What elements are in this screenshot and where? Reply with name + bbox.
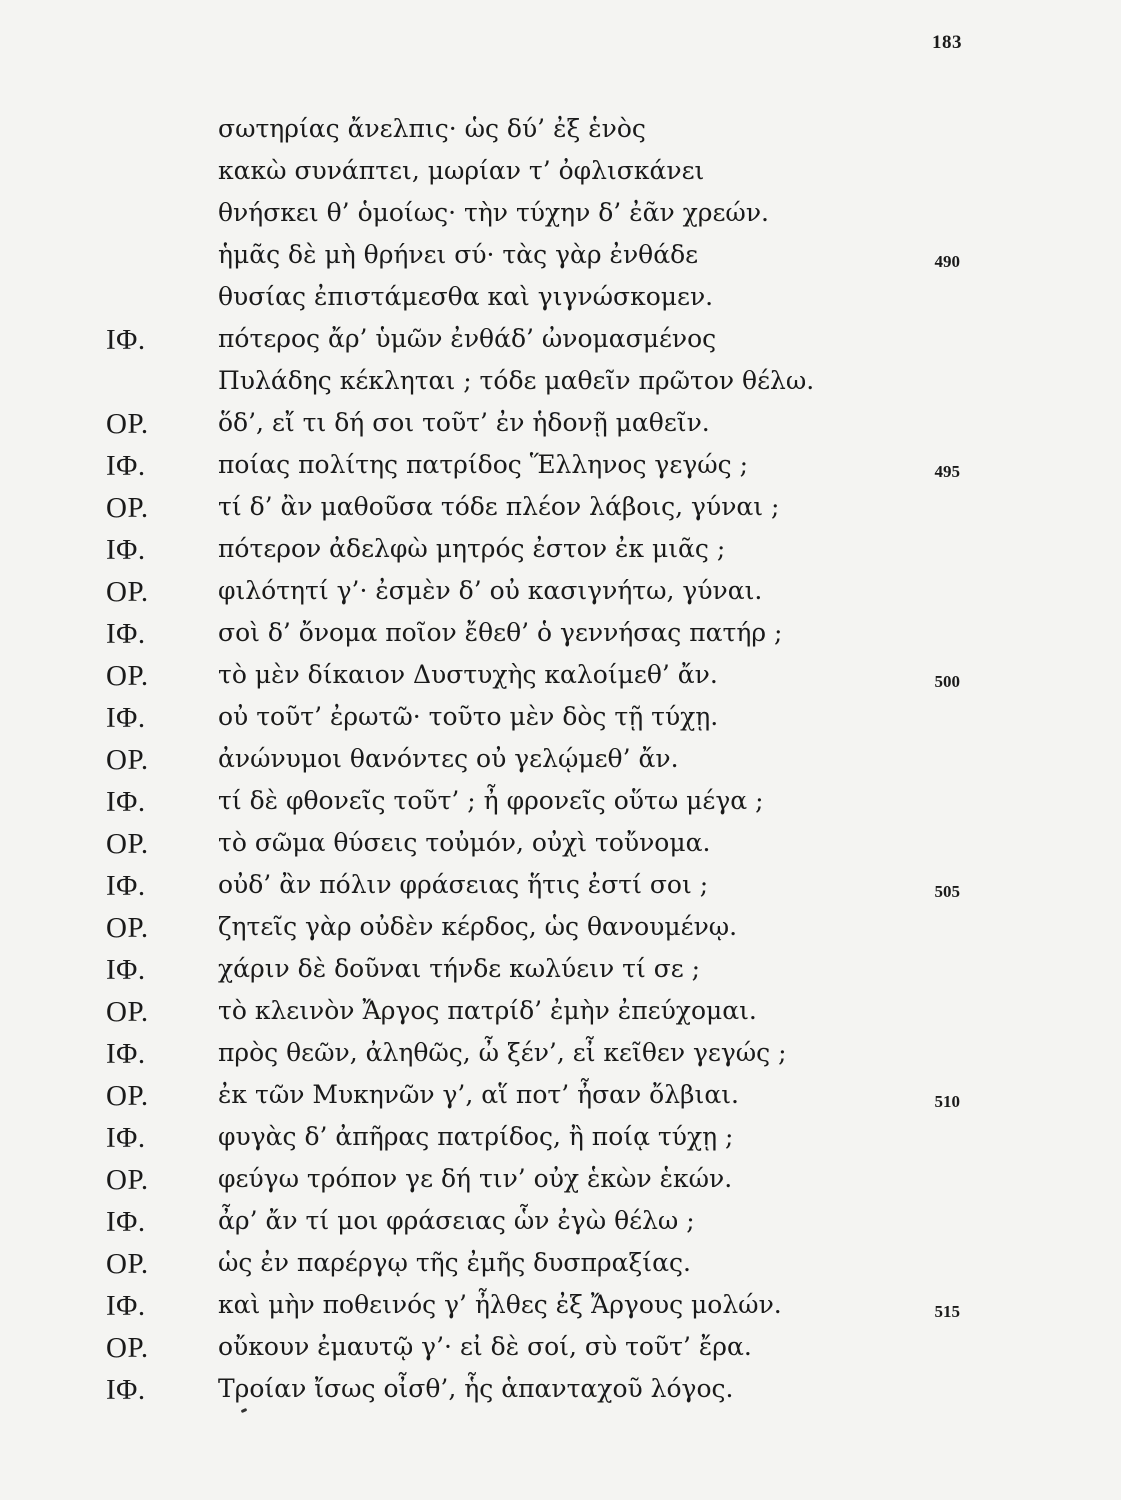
speaker-label: ΙΦ. — [106, 1038, 146, 1070]
verse-line — [0, 1074, 1121, 1116]
verse-text: χάριν δὲ δοῦναι τήνδε κωλύειν τί σε ; — [218, 954, 701, 983]
verse-line — [0, 822, 1121, 864]
verse-text: ζητεῖς γὰρ οὐδὲν κέρδος, ὡς θανουμένῳ. — [218, 912, 738, 941]
verse-line — [0, 780, 1121, 822]
verse-text: ἆρ’ ἄν τί μοι φράσειας ὧν ἐγὼ θέλω ; — [218, 1206, 695, 1235]
line-number: 515 — [934, 1302, 960, 1321]
speaker-label: ΙΦ. — [106, 1206, 146, 1238]
verse-line — [0, 1158, 1121, 1200]
line-number: 490 — [934, 252, 960, 271]
verse-line — [0, 444, 1121, 486]
line-number: 495 — [934, 462, 960, 481]
verse-text: τὸ μὲν δίκαιον Δυστυχὴς καλοίμεθ’ ἄν. — [218, 660, 718, 689]
verse-line — [0, 150, 1121, 192]
verse-text: οὔκουν ἐμαυτῷ γ’· εἰ δὲ σοί, σὺ τοῦτ’ ἔρα. — [218, 1332, 752, 1361]
verse-line — [0, 528, 1121, 570]
speaker-label: ΟΡ. — [106, 912, 149, 944]
line-number: 505 — [934, 882, 960, 901]
verse-text: θυσίας ἐπιστάμεσθα καὶ γιγνώσκομεν. — [218, 282, 714, 311]
verse-line — [0, 1368, 1121, 1410]
verse-text: ποίας πολίτης πατρίδος Ἕλληνος γεγώς ; — [218, 450, 749, 479]
verse-text: τί δὲ φθονεῖς τοῦτ’ ; ἦ φρονεῖς οὕτω μέγα ; — [218, 786, 764, 815]
verse-line — [0, 402, 1121, 444]
verse-line — [0, 1326, 1121, 1368]
speaker-label: ΟΡ. — [106, 492, 149, 524]
verse-text: φυγὰς δ’ ἀπῆρας πατρίδος, ἢ ποίᾳ τύχῃ ; — [218, 1122, 734, 1151]
verse-text: πρὸς θεῶν, ἀληθῶς, ὦ ξέν’, εἶ κεῖθεν γεγώς ; — [218, 1038, 787, 1067]
line-number: 500 — [934, 672, 960, 691]
verse-text: πότερον ἀδελφὼ μητρός ἐστον ἐκ μιᾶς ; — [218, 534, 726, 563]
speaker-label: ΙΦ. — [106, 1374, 146, 1406]
verse-text: ἐκ τῶν Μυκηνῶν γ’, αἵ ποτ’ ἦσαν ὄλβιαι. — [218, 1080, 739, 1109]
page-number: 183 — [932, 32, 962, 53]
speaker-label: ΙΦ. — [106, 1122, 146, 1154]
speaker-label: ΟΡ. — [106, 1164, 149, 1196]
verse-line — [0, 192, 1121, 234]
verse-text: οὐ τοῦτ’ ἐρωτῶ· τοῦτο μὲν δὸς τῇ τύχῃ. — [218, 702, 719, 731]
verse-line — [0, 570, 1121, 612]
verse-text: κακὼ συνάπτει, μωρίαν τ’ ὀφλισκάνει — [218, 156, 705, 185]
speaker-label: ΟΡ. — [106, 828, 149, 860]
verse-text: οὐδ’ ἂν πόλιν φράσειας ἥτις ἐστί σοι ; — [218, 870, 709, 899]
verse-text: Τροίαν ἴσως οἶσθ’, ἧς ἁπανταχοῦ λόγος. — [218, 1374, 734, 1403]
speaker-label: ΙΦ. — [106, 324, 146, 356]
verse-list — [0, 108, 1121, 1410]
verse-text: ὅδ’, εἴ τι δή σοι τοῦτ’ ἐν ἡδονῇ μαθεῖν. — [218, 408, 710, 437]
verse-line — [0, 1242, 1121, 1284]
verse-text: θνήσκει θ’ ὁμοίως· τὴν τύχην δ’ ἐᾶν χρεών. — [218, 198, 769, 227]
verse-text: τί δ’ ἂν μαθοῦσα τόδε πλέον λάβοις, γύναι ; — [218, 492, 780, 521]
ink-speck — [241, 1408, 248, 1413]
verse-text: φεύγω τρόπον γε δή τιν’ οὐχ ἑκὼν ἑκών. — [218, 1164, 733, 1193]
verse-line — [0, 948, 1121, 990]
verse-text: φιλότητί γ’· ἐσμὲν δ’ οὐ κασιγνήτω, γύναι. — [218, 576, 763, 605]
verse-line — [0, 654, 1121, 696]
speaker-label: ΟΡ. — [106, 576, 149, 608]
verse-text: τὸ σῶμα θύσεις τοὐμόν, οὐχὶ τοὔνομα. — [218, 828, 711, 857]
verse-text: σωτηρίας ἄνελπις· ὡς δύ’ ἐξ ἑνὸς — [218, 114, 646, 143]
speaker-label: ΟΡ. — [106, 744, 149, 776]
speaker-label: ΙΦ. — [106, 534, 146, 566]
speaker-label: ΙΦ. — [106, 954, 146, 986]
verse-line — [0, 612, 1121, 654]
verse-line — [0, 1032, 1121, 1074]
verse-text: σοὶ δ’ ὄνομα ποῖον ἔθεθ’ ὁ γεννήσας πατήρ ; — [218, 618, 783, 647]
speaker-label: ΙΦ. — [106, 618, 146, 650]
speaker-label: ΟΡ. — [106, 1332, 149, 1364]
verse-text: ὡς ἐν παρέργῳ τῆς ἐμῆς δυσπραξίας. — [218, 1248, 691, 1277]
verse-text: ἡμᾶς δὲ μὴ θρήνει σύ· τὰς γὰρ ἐνθάδε — [218, 240, 699, 269]
speaker-label: ΟΡ. — [106, 660, 149, 692]
verse-line — [0, 486, 1121, 528]
verse-text: πότερος ἄρ’ ὑμῶν ἐνθάδ’ ὠνομασμένος — [218, 324, 717, 353]
speaker-label: ΟΡ. — [106, 408, 149, 440]
speaker-label: ΙΦ. — [106, 870, 146, 902]
line-number: 510 — [934, 1092, 960, 1111]
speaker-label: ΟΡ. — [106, 996, 149, 1028]
speaker-label: ΟΡ. — [106, 1080, 149, 1112]
verse-text: καὶ μὴν ποθεινός γ’ ἦλθες ἐξ Ἄργους μολών. — [218, 1290, 782, 1319]
verse-line — [0, 108, 1121, 150]
verse-line — [0, 906, 1121, 948]
speaker-label: ΙΦ. — [106, 702, 146, 734]
speaker-label: ΙΦ. — [106, 1290, 146, 1322]
verse-text: Πυλάδης κέκληται ; τόδε μαθεῖν πρῶτον θέλω. — [218, 366, 815, 395]
verse-line — [0, 1116, 1121, 1158]
speaker-label: ΙΦ. — [106, 450, 146, 482]
verse-line — [0, 696, 1121, 738]
verse-line — [0, 318, 1121, 360]
verse-line — [0, 234, 1121, 276]
speaker-label: ΙΦ. — [106, 786, 146, 818]
verse-line — [0, 276, 1121, 318]
verse-line — [0, 864, 1121, 906]
verse-line — [0, 1200, 1121, 1242]
verse-line — [0, 990, 1121, 1032]
verse-line — [0, 738, 1121, 780]
verse-text: τὸ κλεινὸν Ἄργος πατρίδ’ ἐμὴν ἐπεύχομαι. — [218, 996, 757, 1025]
verse-text: ἀνώνυμοι θανόντες οὐ γελῴμεθ’ ἄν. — [218, 744, 679, 773]
verse-line — [0, 1284, 1121, 1326]
verse-line — [0, 360, 1121, 402]
speaker-label: ΟΡ. — [106, 1248, 149, 1280]
